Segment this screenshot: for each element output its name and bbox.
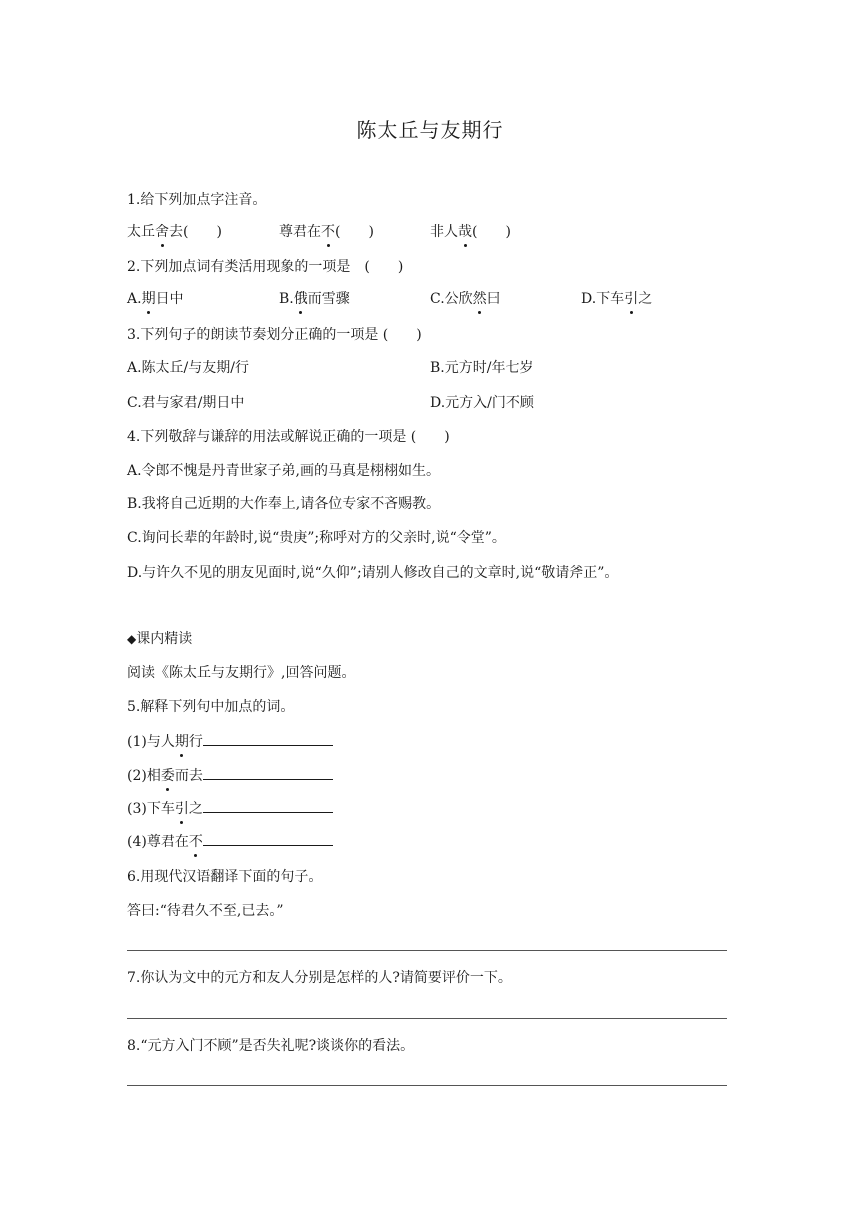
q3-option-c: C.君与家君/期日中	[127, 395, 245, 411]
q5-item-3: (3)下车引之	[127, 798, 333, 819]
q6-sentence: 答曰:“待君久不至,已去。”	[127, 903, 284, 919]
q5-item-4: (4)尊君在不	[127, 831, 333, 852]
q2-option-a: A.期日中	[127, 291, 184, 307]
section-heading: ◆课内精读	[127, 631, 193, 647]
q4-option-a: A.令郎不愧是丹青世家子弟,画的马真是栩栩如生。	[127, 463, 441, 479]
q5-item-2: (2)相委而去	[127, 765, 333, 786]
q2-option-b: B.俄而雪骤	[279, 291, 350, 307]
q1-item-1: 太丘舍去( )	[127, 224, 222, 240]
q5-item-1: (1)与人期行	[127, 731, 333, 752]
q1-prompt: 1.给下列加点字注音。	[127, 192, 267, 208]
q4-option-d: D.与许久不见的朋友见面时,说“久仰”;请别人修改自己的文章时,说“敬请斧正”。	[127, 565, 619, 581]
q4-prompt: 4.下列敬辞与谦辞的用法或解说正确的一项是 ( )	[127, 429, 450, 445]
answer-blank[interactable]	[203, 765, 333, 780]
q2-option-c: C.公欣然曰	[430, 291, 501, 307]
q7-prompt: 7.你认为文中的元方和友人分别是怎样的人?请简要评价一下。	[127, 970, 512, 986]
q5-prompt: 5.解释下列句中加点的词。	[127, 699, 295, 715]
q8-prompt: 8.“元方入门不顾”是否失礼呢?谈谈你的看法。	[127, 1038, 415, 1054]
q2-option-d: D.下车引之	[581, 291, 653, 307]
q7-answer-line[interactable]	[127, 1018, 727, 1019]
q4-option-b: B.我将自己近期的大作奉上,请各位专家不吝赐教。	[127, 496, 441, 512]
q6-answer-line[interactable]	[127, 950, 727, 951]
q2-prompt: 2.下列加点词有类活用现象的一项是 ( )	[127, 259, 404, 275]
answer-blank[interactable]	[203, 798, 333, 813]
q4-option-c: C.询问长辈的年龄时,说“贵庚”;称呼对方的父亲时,说“令堂”。	[127, 530, 506, 546]
q1-item-2: 尊君在不( )	[279, 224, 374, 240]
q3-option-d: D.元方入/门不顾	[430, 395, 534, 411]
page-title: 陈太丘与友期行	[356, 118, 504, 142]
answer-blank[interactable]	[203, 731, 333, 746]
reading-intro: 阅读《陈太丘与友期行》,回答问题。	[127, 665, 356, 681]
q1-item-3: 非人哉( )	[430, 224, 511, 240]
q3-option-b: B.元方时/年七岁	[430, 360, 534, 376]
q6-prompt: 6.用现代汉语翻译下面的句子。	[127, 869, 323, 885]
diamond-icon: ◆	[127, 632, 137, 646]
q3-option-a: A.陈太丘/与友期/行	[127, 360, 249, 376]
answer-blank[interactable]	[203, 831, 333, 846]
q3-prompt: 3.下列句子的朗读节奏划分正确的一项是 ( )	[127, 327, 422, 343]
q8-answer-line[interactable]	[127, 1085, 727, 1086]
